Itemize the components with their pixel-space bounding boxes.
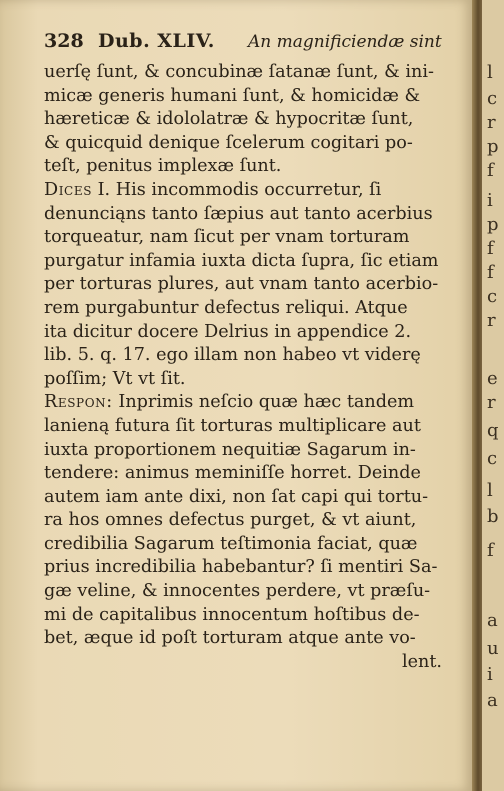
facing-fragment: f [487,160,494,181]
text-line: autem iam ante dixi, non ſat capi qui tortu- [44,486,429,507]
text-line: teſt, penitus implexæ ſunt. [44,156,282,177]
body-text [44,61,448,674]
facing-fragment: r [487,392,496,413]
facing-fragment: i [487,190,493,211]
text-line: tendere: animus meminiſſe horret. Deinde [44,463,421,484]
text-line: per torturas plures, aut vnam tanto acerbio- [44,274,439,295]
facing-fragment: c [487,88,498,109]
text-line: torqueatur, nam ſicut per vnam torturam [44,227,410,248]
text-line: lib. 5. q. 17. ego illam non habeo vt viderę [44,345,421,366]
text-line: poſſim; Vt vt ſit. [44,368,186,389]
text-line: gæ veline, & innocentes perdere, vt præſu- [44,581,431,602]
text-line-dices [44,179,448,203]
page-header [22,30,462,56]
text-line: credibilia Sagarum teſtimonia faciat, quæ [44,533,418,554]
facing-fragment: r [487,112,496,133]
facing-fragment: u [487,638,499,659]
text-line-rest: Inprimis neſcio quæ hæc tandem [118,392,415,413]
section-title: Dub. XLIV. [98,30,215,52]
facing-fragment: f [487,262,494,283]
text-line: denunciąns tanto ſæpius aut tanto acerbius [44,203,433,224]
facing-fragment: c [487,448,498,469]
facing-fragment: f [487,540,494,561]
facing-fragment: a [487,610,498,631]
text-line: ita dicitur docere Delrius in appendice 2. [44,321,412,342]
text-line: rem purgabuntur defectus reliqui. Atque [44,297,408,318]
facing-fragment: p [487,214,499,235]
facing-fragment: l [487,480,493,501]
facing-fragment: l [487,62,493,83]
lead-word-respon: Respon: [44,392,113,413]
facing-fragment: p [487,136,499,157]
text-line: bet, æque id poſt torturam atque ante vo- [44,628,416,649]
facing-page-edge [482,0,504,791]
text-line: ra hos omnes defectus purget, & vt aiunt, [44,510,417,531]
text-line: & quicquid denique ſcelerum cogitari po- [44,132,413,153]
facing-fragment: b [487,506,499,527]
facing-fragment: f [487,238,494,259]
facing-fragment: i [487,664,493,685]
text-line: uerſę ſunt, & concubinæ ſatanæ ſunt, & ini- [44,62,434,82]
facing-fragment: c [487,286,498,307]
text-line-last: lent. [401,651,442,672]
page-number: 328 [44,30,84,52]
facing-fragment: q [487,420,499,441]
text-line: purgatur infamia iuxta dicta ſupra, ſic etiam [44,250,439,271]
lead-word-dices: Dices [44,179,93,200]
text-line: iuxta proportionem nequitiæ Sagarum in- [44,439,416,460]
text-line-respon [44,391,448,415]
text-line: hæreticæ & idololatræ & hypocritæ ſunt, [44,109,414,130]
text-line-rest: I. His incommodis occurretur, ſi [97,179,382,200]
text-line: lanieną futura ſit torturas multiplicare aut [44,415,421,436]
text-line: micæ generis humani ſunt, & homicidæ & [44,85,421,106]
facing-fragment: r [487,310,496,331]
running-title: An magnificiendæ sint [248,32,442,52]
facing-fragment: a [487,690,498,711]
book-gutter [472,0,482,791]
text-line: prius incredibilia habebantur? ſi mentiri Sa- [44,557,438,578]
facing-fragment: e [487,368,498,389]
text-line: mi de capitalibus innocentum hoſtibus de- [44,604,420,625]
